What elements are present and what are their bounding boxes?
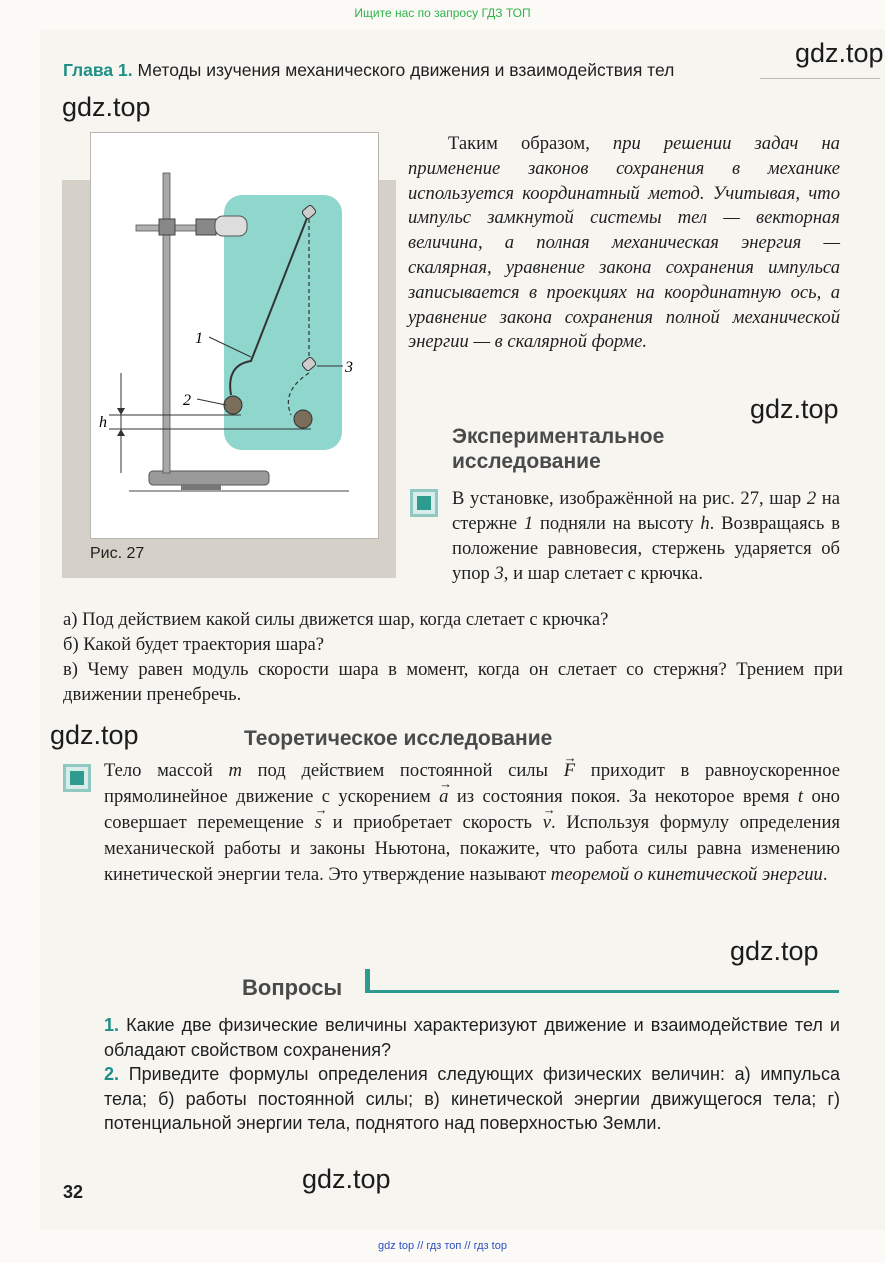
question-item: 2. Приведите формулы определения следующих физических величин: а) импульса тела; б) работы постоянной силы; в) кинетической энергии движущегося тела; г) потенциальной энергии тела, поднятого над поверхностью Земли. xyxy=(104,1064,840,1134)
watermark: gdz.top xyxy=(750,394,839,424)
chapter-label: Глава 1. xyxy=(63,60,133,80)
bottom-banner[interactable]: gdz top // гдз топ // гдз top xyxy=(378,1240,507,1252)
question-b: б) Какой будет траектория шара? xyxy=(63,634,325,655)
experimental-heading xyxy=(452,424,664,474)
chapter-header xyxy=(63,60,674,81)
questions-heading: Вопросы xyxy=(242,975,343,1000)
watermark: gdz.top xyxy=(50,720,139,750)
watermark: gdz.top xyxy=(795,38,884,68)
question-a: а) Под действием какой силы движется шар, когда слетает с крючка? xyxy=(63,609,609,630)
watermark: gdz.top xyxy=(730,936,819,966)
intro-paragraph xyxy=(408,132,840,355)
intro-emphasis: при решении задач на применение законов сохранения в механике используется координатный метод. Учитывая, что импульс замкнутой системы тел — векторная величина, а полная механическая энергия — скалярная, уравнение закона сохранения импульса записывается в проекциях на координатную ось, а уравнение закона сохранения полной механической энергии — в скалярной форме. xyxy=(408,133,840,353)
label-h: h xyxy=(99,414,107,431)
questions-list xyxy=(104,1013,840,1136)
header-rule xyxy=(760,78,880,79)
chapter-title: Методы изучения механического движения и взаимодействия тел xyxy=(137,60,675,80)
label-2: 2 xyxy=(183,392,191,409)
question-c: в) Чему равен модуль скорости шара в момент, когда он слетает со стержня? Трением при движении пренебречь. xyxy=(63,659,843,705)
intro-lead: Таким образом, xyxy=(448,133,613,154)
theoretical-heading: Теоретическое исследование xyxy=(244,727,553,750)
watermark: gdz.top xyxy=(62,92,151,122)
heading-line: Экспериментальное xyxy=(452,425,665,448)
task-icon xyxy=(63,764,91,792)
stand-rod xyxy=(163,173,170,473)
page-number: 32 xyxy=(63,1182,84,1202)
figure-27 xyxy=(90,132,379,539)
task-icon xyxy=(410,489,438,517)
top-banner[interactable]: Ищите нас по запросу ГДЗ ТОП xyxy=(354,6,531,20)
heading-line: исследование xyxy=(452,450,601,473)
label-3: 3 xyxy=(345,359,353,376)
questions-heading-rule xyxy=(367,990,839,993)
pendulum-illustration xyxy=(91,133,378,538)
ball-2-raised xyxy=(224,396,242,414)
label-1: 1 xyxy=(195,330,203,347)
question-item: 1. Какие две физические величины характеризуют движение и взаимодействие тел и обладают свойством сохранения? xyxy=(104,1015,840,1060)
theoretical-text: Тело массой m под действием постоянной силы → F приходит в равноускоренное прямолинейное движение с ускорением → a из состояния покоя. За некоторое время t оно совершает перемещение → s и приобретает скорость → v. Используя формулу определения механической работы и законы Ньютона, покажите, что работа силы равна изменению кинетической энергии тела. Это утверждение называют теоремой о кинетической энергии. xyxy=(104,758,840,888)
ball-2-rest xyxy=(294,410,312,428)
experimental-questions xyxy=(63,607,843,707)
clamp-handle xyxy=(215,216,247,236)
experimental-text: В установке, изображённой на рис. 27, шар 2 на стержне 1 подняли на высоту h. Возвращаясь в положение равновесия, стержень ударяется об упор 3, и шар слетает с крючка. xyxy=(452,488,840,584)
watermark: gdz.top xyxy=(302,1164,391,1194)
figure-caption: Рис. 27 xyxy=(90,545,145,562)
